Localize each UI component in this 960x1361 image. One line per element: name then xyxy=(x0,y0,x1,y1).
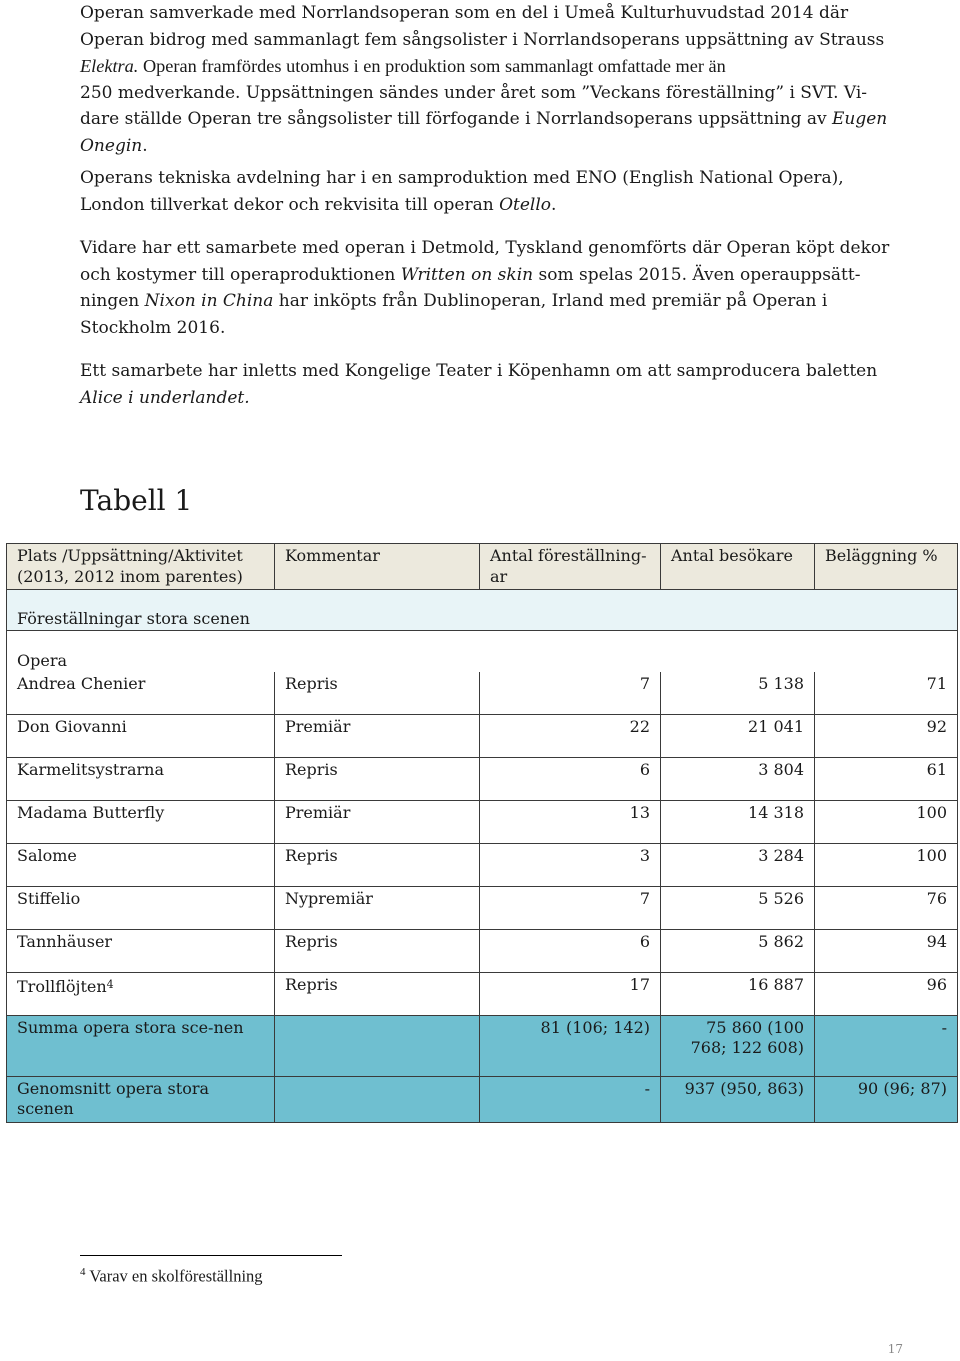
paragraph-detmold xyxy=(80,235,930,341)
cell-visitors: 5 862 xyxy=(661,929,815,972)
text-line: Operan bidrog med sammanlagt fem sångsolister i Norrlandsoperans uppsättning av Strauss xyxy=(80,29,885,50)
footnote-text: Varav en skolföreställning xyxy=(85,1266,263,1286)
work-title: Otello xyxy=(499,194,552,215)
table-row xyxy=(7,929,958,972)
text-line xyxy=(80,133,930,160)
cell-visitors: 14 318 xyxy=(661,800,815,843)
text-span: dare ställde Operan tre sångsolister till förfogande i Norrlandsoperans uppsättning av xyxy=(80,109,827,129)
column-header-visitors: Antal besökare xyxy=(661,544,815,590)
text-line xyxy=(80,53,930,80)
text-span: London tillverkat dekor och rekvisita till operan xyxy=(80,194,500,215)
column-header-performances: Antal föreställning-ar xyxy=(480,544,661,590)
section-heading: Föreställningar stora scenen xyxy=(7,590,958,631)
text-line xyxy=(80,385,930,412)
table-row xyxy=(7,843,958,886)
cell-name: Tannhäuser xyxy=(7,929,275,972)
sum-comment xyxy=(275,1015,480,1076)
cell-visitors: 5 138 xyxy=(661,672,815,715)
cell-performances: 7 xyxy=(480,886,661,929)
cell-name: Don Giovanni xyxy=(7,714,275,757)
text-span: ningen xyxy=(80,291,145,311)
text-line: 250 medverkande. Uppsättningen sändes under året som ”Veckans föreställning” i SVT. Vi- xyxy=(80,82,868,103)
table-header-row xyxy=(7,544,958,590)
average-occupancy: 90 (96; 87) xyxy=(815,1076,958,1122)
paragraph-eno xyxy=(80,165,930,218)
cell-performances: 3 xyxy=(480,843,661,886)
column-header-occupancy: Beläggning % xyxy=(815,544,958,590)
work-title: Written on skin xyxy=(400,264,534,285)
text-line xyxy=(80,262,930,289)
average-comment xyxy=(275,1076,480,1122)
table-row xyxy=(7,972,958,1015)
work-title: Alice i underlandet xyxy=(80,387,245,408)
cell-performances: 7 xyxy=(480,672,661,715)
average-label: Genomsnitt opera stora scenen xyxy=(7,1076,275,1122)
column-header-place: Plats /Uppsättning/Aktivitet (2013, 2012 inom parentes) xyxy=(7,544,275,590)
cell-occupancy: 100 xyxy=(815,800,958,843)
paragraph-norrlandsoperan xyxy=(80,0,930,159)
text-line xyxy=(80,106,930,133)
footnote xyxy=(80,1266,263,1287)
footnote-number: 4 xyxy=(80,1266,86,1278)
text-line: Stockholm 2016. xyxy=(80,317,226,338)
subsection-heading: Opera xyxy=(7,631,958,672)
cell-comment: Repris xyxy=(275,757,480,800)
page-number: 17 xyxy=(887,1342,903,1356)
subsection-heading-row xyxy=(7,631,958,672)
text-line: Operans tekniska avdelning har i en samproduktion med ENO (English National Opera), xyxy=(80,168,844,188)
cell-performances: 6 xyxy=(480,929,661,972)
sum-performances: 81 (106; 142) xyxy=(480,1015,661,1076)
footnote-reference: 4 xyxy=(106,977,114,991)
text-line: Operan samverkade med Norrlandsoperan som en del i Umeå Kulturhuvudstad 2014 där xyxy=(80,3,849,23)
text-span: Operan framfördes utomhus i en produktion som sammanlagt omfattade mer än xyxy=(138,56,726,76)
text-span: . xyxy=(244,387,250,408)
cell-occupancy: 61 xyxy=(815,757,958,800)
cell-visitors: 5 526 xyxy=(661,886,815,929)
sum-label: Summa opera stora sce-nen xyxy=(7,1015,275,1076)
cell-name: Madama Butterfly xyxy=(7,800,275,843)
text-span: och kostymer till operaproduktionen xyxy=(80,264,401,285)
section-heading-row xyxy=(7,590,958,631)
cell-performances: 17 xyxy=(480,972,661,1015)
text-line xyxy=(80,288,930,315)
sum-visitors: 75 860 (100 768; 122 608) xyxy=(661,1015,815,1076)
cell-visitors: 3 284 xyxy=(661,843,815,886)
cell-comment: Repris xyxy=(275,672,480,715)
sum-occupancy: - xyxy=(815,1015,958,1076)
cell-comment: Nypremiär xyxy=(275,886,480,929)
table-row xyxy=(7,672,958,715)
work-title: Onegin xyxy=(80,135,143,156)
table-row xyxy=(7,714,958,757)
cell-performances: 6 xyxy=(480,757,661,800)
cell-name: Salome xyxy=(7,843,275,886)
text-span: har inköpts från Dublinoperan, Irland med premiär på Operan i xyxy=(273,291,828,311)
cell-occupancy: 71 xyxy=(815,672,958,715)
cell-occupancy: 94 xyxy=(815,929,958,972)
cell-visitors: 3 804 xyxy=(661,757,815,800)
paragraph-kongelige xyxy=(80,358,930,411)
cell-occupancy: 100 xyxy=(815,843,958,886)
cell-name xyxy=(7,972,275,1015)
table-row xyxy=(7,757,958,800)
cell-comment: Repris xyxy=(275,929,480,972)
text-line xyxy=(80,192,930,219)
cell-visitors: 16 887 xyxy=(661,972,815,1015)
cell-name: Karmelitsystrarna xyxy=(7,757,275,800)
table-row xyxy=(7,886,958,929)
work-title: Nixon in China xyxy=(144,291,274,311)
text-span: . xyxy=(551,194,557,215)
cell-comment: Repris xyxy=(275,843,480,886)
table-row xyxy=(7,800,958,843)
work-title: Eugen xyxy=(826,109,888,129)
text-span: som spelas 2015. Även operauppsätt- xyxy=(533,264,861,285)
work-title: Elektra. xyxy=(80,56,139,76)
average-row xyxy=(7,1076,958,1122)
cell-name: Andrea Chenier xyxy=(7,672,275,715)
average-visitors: 937 (950, 863) xyxy=(661,1076,815,1122)
cell-name-text: Trollflöjten xyxy=(17,976,107,996)
column-header-comment: Kommentar xyxy=(275,544,480,590)
text-span: . xyxy=(142,135,148,156)
cell-performances: 22 xyxy=(480,714,661,757)
average-performances: - xyxy=(480,1076,661,1122)
cell-comment: Premiär xyxy=(275,800,480,843)
cell-visitors: 21 041 xyxy=(661,714,815,757)
sum-row xyxy=(7,1015,958,1076)
statistics-table xyxy=(6,543,958,1123)
cell-occupancy: 92 xyxy=(815,714,958,757)
cell-performances: 13 xyxy=(480,800,661,843)
footnote-divider xyxy=(80,1255,342,1256)
text-line: Vidare har ett samarbete med operan i Detmold, Tyskland genomförts där Operan köpt dekor xyxy=(80,238,890,258)
cell-comment: Premiär xyxy=(275,714,480,757)
cell-occupancy: 76 xyxy=(815,886,958,929)
cell-occupancy: 96 xyxy=(815,972,958,1015)
cell-comment: Repris xyxy=(275,972,480,1015)
text-line: Ett samarbete har inletts med Kongelige Teater i Köpenhamn om att samproducera baletten xyxy=(80,361,878,381)
cell-name: Stiffelio xyxy=(7,886,275,929)
table-title: Tabell 1 xyxy=(80,484,193,517)
